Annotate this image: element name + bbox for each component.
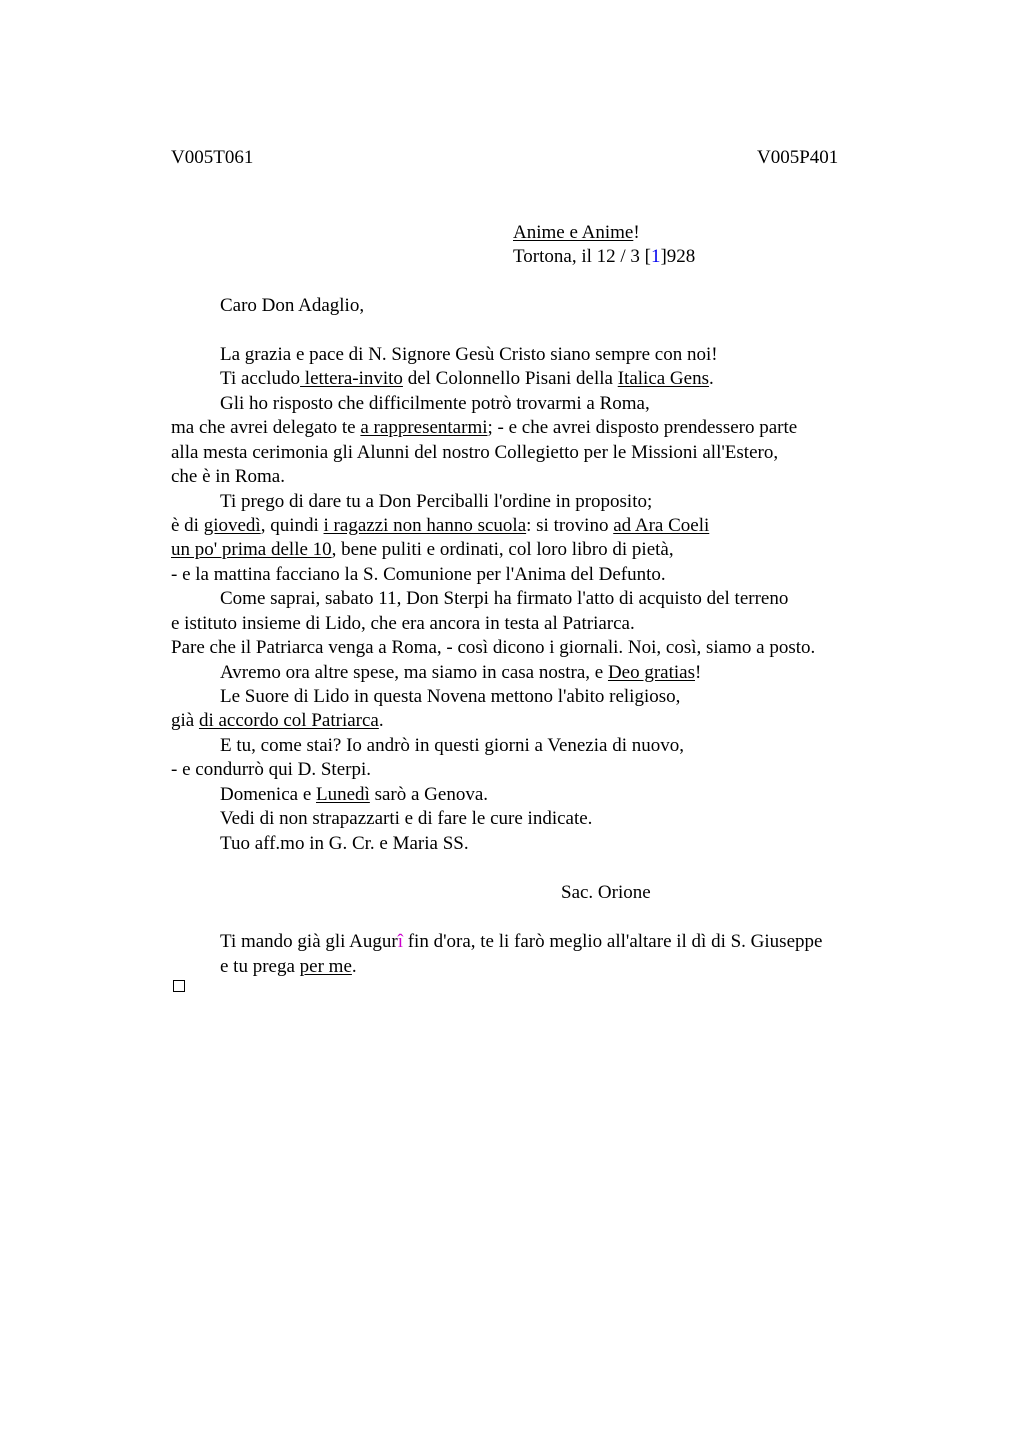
underlined-text: Italica Gens xyxy=(617,368,709,389)
underlined-text: giovedì xyxy=(203,515,261,536)
body-line: alla mesta cerimonia gli Alunni del nostro Collegietto per le Missioni all'Estero, xyxy=(171,442,779,463)
underlined-text: di accordo col Patriarca xyxy=(198,710,379,731)
underlined-text: ad Ara Coeli xyxy=(613,515,710,536)
motto-text: Anime e Anime xyxy=(513,222,634,243)
body-line xyxy=(171,709,384,733)
text-run: è di xyxy=(171,515,204,536)
text-run: Ti mando già gli Augur xyxy=(220,931,398,952)
text-run: ; - e che avrei disposto prendessero parte xyxy=(487,417,798,438)
text-run: : si trovino xyxy=(526,515,614,536)
body-line xyxy=(220,661,701,685)
body-line: Gli ho risposto che difficilmente potrò trovarmi a Roma, xyxy=(220,393,650,414)
text-run: . xyxy=(351,956,357,977)
end-marker-box xyxy=(173,980,185,992)
text-run: già xyxy=(171,710,199,731)
text-run: ! xyxy=(695,662,702,683)
body-line: E tu, come stai? Io andrò in questi giorni a Venezia di nuovo, xyxy=(220,735,684,756)
text-run: sarò a Genova. xyxy=(369,784,489,805)
place-date-part: Tortona, il 12 / 3 [ xyxy=(513,246,651,267)
body-line xyxy=(220,367,714,391)
body-line xyxy=(171,416,797,440)
salutation: Caro Don Adaglio, xyxy=(220,295,365,316)
body-line xyxy=(220,783,488,807)
motto-punct: ! xyxy=(633,222,640,243)
underlined-text: un po' prima delle 10 xyxy=(171,539,332,560)
body-line xyxy=(171,538,674,562)
signature: Sac. Orione xyxy=(561,882,651,903)
text-run: , bene puliti e ordinati, col loro libro di pietà, xyxy=(331,539,674,560)
body-line: - e condurrò qui D. Sterpi. xyxy=(171,759,371,780)
body-line: Vedi di non strapazzarti e di fare le cure indicate. xyxy=(220,808,593,829)
postscript-line xyxy=(220,955,357,979)
underlined-text: Deo gratias xyxy=(607,662,696,683)
text-run: . xyxy=(378,710,384,731)
text-run: fin d'ora, te li farò meglio all'altare il dì di S. Giuseppe xyxy=(402,931,823,952)
underlined-text: Lunedì xyxy=(316,784,370,805)
body-line: e istituto insieme di Lido, che era ancora in testa al Patriarca. xyxy=(171,613,635,634)
closing-line: Tuo aff.mo in G. Cr. e Maria SS. xyxy=(220,833,469,854)
text-run: Domenica e xyxy=(220,784,317,805)
body-line xyxy=(171,514,709,538)
postscript-line xyxy=(220,930,822,954)
underlined-text: a rappresentarmi xyxy=(360,417,488,438)
underlined-text: lettera-invito xyxy=(300,368,403,389)
body-line: Ti prego di dare tu a Don Perciballi l'ordine in proposito; xyxy=(220,491,653,512)
place-date-part: ]928 xyxy=(660,246,696,267)
text-run: Avremo ora altre spese, ma siamo in casa nostra, e xyxy=(220,662,608,683)
text-run: , quindi xyxy=(260,515,324,536)
correction-mark: î xyxy=(397,931,403,952)
text-run: del Colonnello Pisani della xyxy=(402,368,618,389)
body-line: Pare che il Patriarca venga a Roma, - così dicono i giornali. Noi, così, siamo a posto. xyxy=(171,637,816,658)
text-run: ma che avrei delegato te xyxy=(171,417,361,438)
text-run: Ti accludo xyxy=(220,368,301,389)
text-run: . xyxy=(708,368,714,389)
place-date xyxy=(513,245,695,269)
editorial-insert: 1 xyxy=(650,246,661,267)
underlined-text: i ragazzi non hanno scuola xyxy=(323,515,527,536)
body-line: Come saprai, sabato 11, Don Sterpi ha firmato l'atto di acquisto del terreno xyxy=(220,588,789,609)
left-reference-code: V005T061 xyxy=(171,147,254,168)
body-line: La grazia e pace di N. Signore Gesù Cristo siano sempre con noi! xyxy=(220,344,718,365)
underlined-text: per me xyxy=(299,956,352,977)
body-line: Le Suore di Lido in questa Novena mettono l'abito religioso, xyxy=(220,686,681,707)
body-line: che è in Roma. xyxy=(171,466,285,487)
right-reference-code: V005P401 xyxy=(757,147,839,168)
motto xyxy=(513,221,640,245)
body-line: - e la mattina facciano la S. Comunione per l'Anima del Defunto. xyxy=(171,564,666,585)
text-run: e tu prega xyxy=(220,956,300,977)
